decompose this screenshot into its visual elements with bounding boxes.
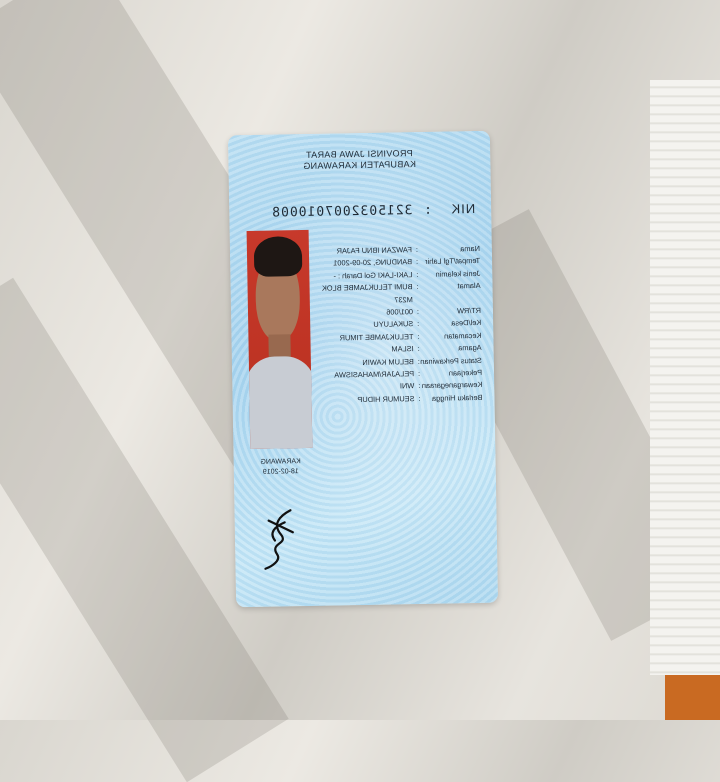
regency-text: KABUPATEN KARAWANG [302,159,416,172]
field-value: PELAJAR/MAHASISWA [334,369,415,380]
field-value: WNI [399,381,415,391]
id-photo [247,230,313,449]
nik-label: NIK [450,201,476,217]
field-value: SEUMUR HIDUP [357,393,415,404]
field-value: BUMI TELUKJAMBE BLOK [321,282,413,293]
card-header [228,147,490,174]
hair [254,236,303,277]
field-row: RT/RW : 001/006 [311,305,481,320]
field-value: ISLAM [391,344,414,354]
field-row: Kel/Desa : SUKALUYU [311,317,481,332]
field-row: Alamat : BUMI TELUKJAMBE BLOK [310,280,480,295]
nik-line [271,201,475,221]
field-row: Agama : ISLAM [312,342,482,357]
field-value: FAWZAN IBNU FAJAR [336,245,413,256]
nik-value: 3215032007010008 [271,203,413,221]
issue-place: KARAWANG [260,458,301,466]
field-list [310,243,483,407]
field-row: Tempat/Tgl Lahir : BANDUNG, 20-09-2001 [310,255,480,270]
field-value: 001/006 [386,307,414,317]
field-row: Berlaku Hingga : SEUMUR HIDUP [312,392,482,407]
nik-separator: : [422,202,433,218]
field-row: Jenis kelamin : LAKI-LAKI Gol Darah : - [310,268,480,283]
field-row: Kewarganegaraan : WNI [312,379,482,394]
field-value: SUKALUYU [373,319,414,330]
field-row: Nama : FAWZAN IBNU FAJAR [310,243,480,258]
field-value: M237 [394,294,413,305]
field-row: Pekerjaan : PELAJAR/MAHASISWA [312,367,482,382]
field-row: Status Perkawinan : BELUM KAWIN [312,355,482,370]
field-value: BELUM KAWIN [362,356,414,367]
province-text: PROVINSI JAWA BARAT [305,148,413,160]
field-row: Kecamatan : TELUKJAMBE TIMUR [311,330,481,345]
window-sill [665,675,720,720]
field-value: LAKI-LAKI Gol Darah : - [333,269,413,281]
issue-date: 18-02-2019 [262,468,299,476]
field-value: BANDUNG, 20-09-2001 [333,257,413,268]
issue-info [249,457,313,478]
signature [258,502,299,573]
field-value: TELUKJAMBE TIMUR [339,331,414,343]
window-blind [650,80,720,675]
id-card-content [228,131,498,608]
id-card [228,131,498,608]
shirt [247,356,313,449]
